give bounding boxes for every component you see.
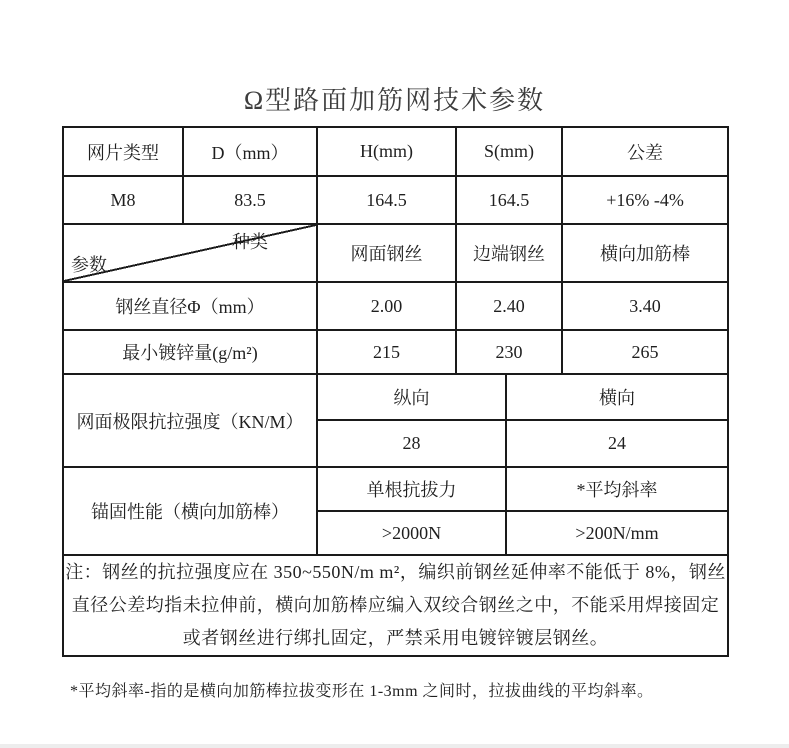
cell-mesh-type-value: M8 [63, 176, 183, 224]
spec-table [62, 126, 729, 657]
cell-pullout-header: 单根抗拔力 [317, 467, 506, 511]
page-bottom-edge [0, 744, 789, 748]
cell-tensile-longitudinal-header: 纵向 [317, 374, 506, 420]
cell-zinc-mesh: 215 [317, 330, 456, 374]
cell-tensile-transverse-value: 24 [506, 420, 728, 467]
cell-s-header: S(mm) [456, 127, 562, 176]
cell-wire-diameter-label: 钢丝直径Φ（mm） [63, 282, 317, 330]
page-title: Ω型路面加筋网技术参数 [243, 86, 546, 115]
cell-d-header: D（mm） [183, 127, 317, 176]
note-text: 注：钢丝的抗拉强度应在 350~550N/m m²，编织前钢丝延伸率不能低于 8%，钢丝直径公差均指未拉伸前，横向加筋棒应编入双绞合钢丝之中，不能采用焊接固定或者钢丝进行绑扎固定，严禁采用电镀锌镀层钢丝。 [63, 555, 728, 656]
cell-slope-header: *平均斜率 [506, 467, 728, 511]
table-row-zinc-coating [63, 330, 728, 374]
diagonal-label-parameter: 参数 [71, 255, 107, 275]
table-row-wire-diameter [63, 282, 728, 330]
cell-zinc-label: 最小镀锌量(g/m²) [63, 330, 317, 374]
cell-wire-diameter-mesh: 2.00 [317, 282, 456, 330]
cell-tolerance-header: 公差 [562, 127, 728, 176]
cell-s-value: 164.5 [456, 176, 562, 224]
cell-tensile-label: 网面极限抗拉强度（KN/M） [63, 374, 317, 467]
cell-pullout-value: >2000N [317, 511, 506, 555]
table-row-note [63, 555, 728, 656]
cell-h-header: H(mm) [317, 127, 456, 176]
cell-category-cross-bar: 横向加筋棒 [562, 224, 728, 282]
cell-mesh-type-header: 网片类型 [63, 127, 183, 176]
cell-wire-diameter-bar: 3.40 [562, 282, 728, 330]
diagonal-label-kind: 种类 [232, 232, 268, 252]
cell-tolerance-value: +16% -4% [562, 176, 728, 224]
cell-h-value: 164.5 [317, 176, 456, 224]
cell-slope-value: >200N/mm [506, 511, 728, 555]
cell-category-mesh-wire: 网面钢丝 [317, 224, 456, 282]
table-row-categories [63, 224, 728, 282]
cell-zinc-bar: 265 [562, 330, 728, 374]
cell-zinc-edge: 230 [456, 330, 562, 374]
cell-tensile-transverse-header: 横向 [506, 374, 728, 420]
table-row-header [63, 127, 728, 176]
footnote-text: *平均斜率-指的是横向加筋棒拉拔变形在 1-3mm 之间时，拉拔曲线的平均斜率。 [70, 683, 654, 700]
cell-wire-diameter-edge: 2.40 [456, 282, 562, 330]
cell-anchoring-label: 锚固性能（横向加筋棒） [63, 467, 317, 555]
cell-d-value: 83.5 [183, 176, 317, 224]
cell-category-edge-wire: 边端钢丝 [456, 224, 562, 282]
diagonal-header-cell [63, 224, 317, 282]
table-row-tensile-directions [63, 374, 728, 420]
cell-tensile-longitudinal-value: 28 [317, 420, 506, 467]
table-row-anchoring-headers [63, 467, 728, 511]
table-row-spec [63, 176, 728, 224]
